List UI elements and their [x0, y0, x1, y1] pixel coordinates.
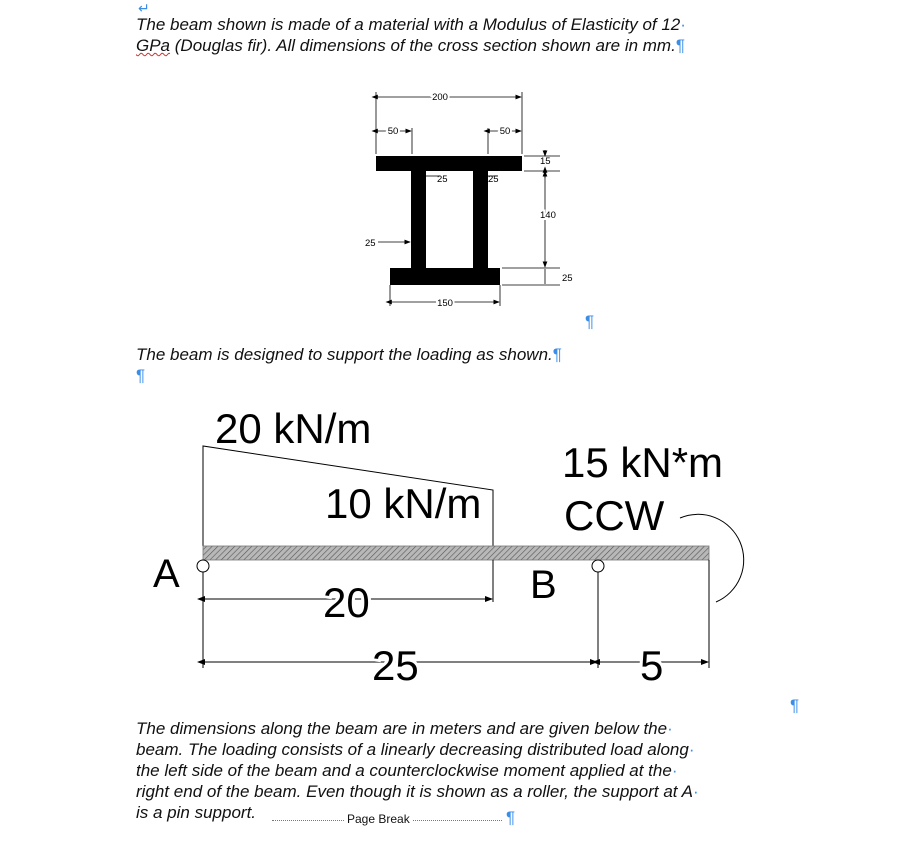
pilcrow-icon: ¶: [552, 345, 562, 364]
dim-text: 140: [540, 210, 556, 221]
desc-line-2: beam. The loading consists of a linearly decreasing distributed load along: [136, 740, 689, 759]
loading-sentence: The beam is designed to support the loading as shown.: [136, 345, 553, 364]
dim-text: 150: [437, 298, 453, 309]
dim-label-20: 20: [323, 579, 370, 626]
moment-direction-label: CCW: [564, 492, 665, 539]
pilcrow-icon: ¶: [585, 312, 595, 331]
support-b-roller: [592, 560, 604, 572]
load-left-label: 20 kN/m: [215, 405, 372, 452]
dim-label-25: 25: [372, 642, 419, 689]
dim-text: 50: [499, 126, 511, 137]
pilcrow-icon: ¶: [790, 696, 800, 715]
load-right-label: 10 kN/m: [325, 480, 482, 527]
pilcrow-icon: ¶: [506, 808, 516, 827]
dim-label-5: 5: [640, 642, 664, 689]
dim-200-line: [376, 92, 522, 154]
beam-body: [203, 546, 709, 560]
pilcrow-icon: ¶: [675, 36, 685, 55]
point-b-label: B: [530, 563, 557, 607]
desc-line-5: is a pin support.: [136, 803, 257, 822]
description-paragraph: The dimensions along the beam are in meters and are given below the· beam. The loading consists of a linearly decreasing distributed load along· the left side of the beam and a counterclockwise moment applied at the· right end of the beam. Even though it is shown as a roller, the support at A· is a pin support.: [136, 719, 699, 822]
page-break-label: Page Break: [347, 812, 410, 826]
dim-text: 25: [437, 174, 448, 185]
desc-line-1: The dimensions along the beam are in meters and are given below the: [136, 719, 668, 738]
intro-line-2: (Douglas fir). All dimensions of the cross section shown are in mm.: [170, 36, 676, 55]
dim-text: 25: [488, 174, 499, 185]
intro-word-gpa: GPa: [136, 36, 171, 55]
dim-text: 200: [432, 92, 448, 103]
dim-text: 25: [562, 273, 573, 284]
dim-text: 50: [387, 126, 399, 137]
return-arrow-icon: ↵: [138, 0, 150, 16]
moment-label: 15 kN*m: [562, 439, 724, 486]
i-beam-section: [376, 156, 522, 285]
point-a-label: A: [153, 552, 180, 596]
desc-line-4: right end of the beam. Even though it is shown as a roller, the support at A: [136, 782, 693, 801]
dim-text: 15: [540, 156, 551, 167]
desc-line-3: the left side of the beam and a counterclockwise moment applied at the: [136, 761, 672, 780]
support-a-roller: [197, 560, 209, 572]
intro-line-1: The beam shown is made of a material with a Modulus of Elasticity of 12: [136, 15, 681, 34]
pilcrow-icon: ¶: [136, 366, 146, 385]
intro-paragraph: The beam shown is made of a material with a Modulus of Elasticity of 12· GPa (Douglas fir). All dimensions of the cross section shown are in mm.¶: [136, 15, 686, 55]
dim-text: 25: [365, 238, 376, 249]
